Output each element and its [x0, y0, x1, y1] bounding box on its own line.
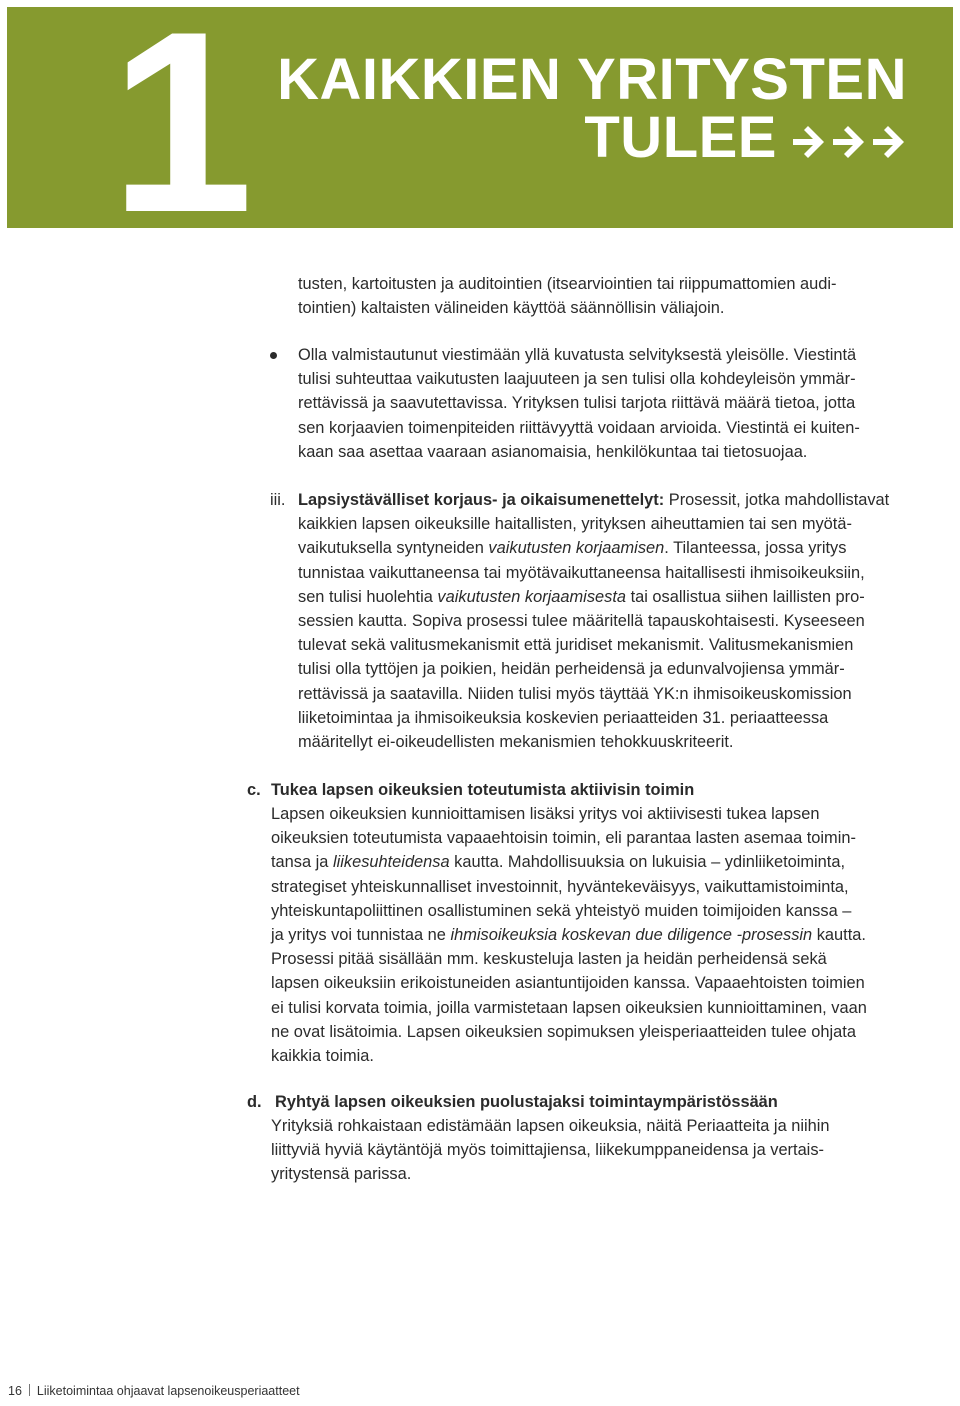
text-line: Prosessi pitää sisällään mm. keskusteluja lasten ja heidän perheidensä sekä — [271, 950, 827, 969]
section-c-heading: Tukea lapsen oikeuksien toteutumista aktiivisin toimin — [271, 781, 695, 799]
text-line: tunnistaa vaikuttaneensa tai myötävaikuttaneensa haitallisesti ihmisoikeuksiin, — [298, 563, 865, 582]
text-line: tulevat sekä valitusmekanismit että juridiset mekanismit. Valitusmekanismien — [298, 636, 854, 655]
list-marker-iii: iii. — [270, 491, 286, 509]
section-c-paragraph — [271, 802, 867, 1068]
triple-arrow-icon — [791, 125, 907, 159]
text-line: ei tulisi korvata toimia, joilla varmistetaan lapsen oikeuksien kunnioittaminen, vaan — [271, 998, 867, 1017]
item-iii-paragraph — [298, 488, 889, 754]
text-span: Prosessit, jotka mahdollistavat — [664, 491, 890, 509]
italic-span: vaikutusten korjaamisesta — [437, 587, 627, 606]
chapter-title-line-2 — [277, 105, 907, 170]
item-iii-bold-lead: Lapsiystävälliset korjaus- ja oikaisumenettelyt: — [298, 491, 665, 509]
text-line: rettävissä ja saavutettavissa. Yrityksen tulisi tarjota riittävä määrä tietoa, jotta — [298, 394, 856, 413]
text-line: liittyviä hyviä käytäntöjä myös toimittajiensa, liikekumppaneidensa ja vertais- — [271, 1141, 824, 1160]
text-line: tulisi suhteuttaa vaikutusten laajuuteen ja sen tulisi olla kohdeyleisön ymmär- — [298, 370, 856, 389]
continued-paragraph — [298, 272, 836, 320]
italic-span: vaikutusten korjaamisen — [488, 539, 665, 558]
chapter-title — [277, 47, 907, 170]
section-d-paragraph — [271, 1114, 830, 1187]
text-line — [298, 488, 889, 512]
text-line — [271, 850, 867, 874]
bullet-paragraph — [298, 343, 860, 464]
text-line: yritystensä parissa. — [271, 1165, 412, 1184]
text-span: . Tilanteessa, jossa yritys — [664, 539, 847, 558]
text-line: Lapsen oikeuksien kunnioittamisen lisäksi yritys voi aktiivisesti tukea lapsen — [271, 805, 820, 823]
text-span: vaikutuksella syntyneiden — [298, 539, 489, 558]
bullet-dot-icon — [270, 352, 277, 359]
text-line: yhteiskuntapoliittinen osallistuminen sekä yhteistyö muiden toimijoiden kanssa – — [271, 901, 852, 920]
text-line: Yrityksiä rohkaistaan edistämään lapsen oikeuksia, näitä Periaatteita ja niihin — [271, 1117, 830, 1135]
italic-span: ihmisoikeuksia koskevan due diligence -prosessin — [450, 926, 813, 945]
text-line: kaikkia toimia. — [271, 1047, 374, 1066]
text-line: tointien) kaltaisten välineiden käyttöä säännöllisin väliajoin. — [298, 299, 725, 318]
italic-span: liikesuhteidensa — [332, 853, 450, 872]
text-line: sessien kautta. Sopiva prosessi tulee määritellä tapauskohtaisesti. Kyseeseen — [298, 612, 865, 631]
text-line — [271, 923, 867, 947]
page-number: 16 — [8, 1384, 22, 1398]
section-d-heading: Ryhtyä lapsen oikeuksien puolustajaksi toimintaympäristössään — [275, 1093, 778, 1111]
text-line: strategiset yhteiskunnalliset investoinnit, hyväntekeväisyys, vaikuttamistoiminta, — [271, 877, 849, 896]
text-line: oikeuksien toteutumista vapaaehtoisin toimin, eli parantaa lasten asemaa toimin- — [271, 829, 856, 848]
text-span: tansa ja — [271, 853, 333, 872]
text-span: tai osallistua siihen laillisten pro- — [626, 587, 865, 606]
text-line: sen korjaavien toimenpiteiden riittävyyttä voidaan arvioida. Viestintä ei kuiten- — [298, 418, 860, 437]
text-span: ja yritys voi tunnistaa ne — [271, 926, 451, 945]
chapter-banner — [7, 0, 953, 266]
text-line: kaikkien lapsen oikeuksille haitallisten, yrityksen aiheuttamien tai sen myötä- — [298, 515, 852, 534]
text-line — [298, 585, 889, 609]
text-span: kautta. — [812, 926, 866, 945]
footer-divider — [29, 1384, 30, 1396]
section-d-marker: d. — [247, 1093, 262, 1111]
text-line: liiketoimintaa ja ihmisoikeuksia koskevien periaatteiden 31. periaatteessa — [298, 708, 829, 727]
text-line — [298, 536, 889, 560]
section-c-marker: c. — [247, 781, 261, 799]
publication-title: Liiketoimintaa ohjaavat lapsenoikeusperiaatteet — [36, 1384, 300, 1398]
chapter-title-word: TULEE — [584, 105, 777, 170]
text-span: kautta. Mahdollisuuksia on lukuisia – ydinliiketoiminta, — [449, 853, 846, 872]
text-line: rettävissä ja saatavilla. Niiden tulisi myös täyttää YK:n ihmisoikeuskomission — [298, 684, 852, 703]
text-line: lapsen oikeuksiin erikoistuneiden asiantuntijoiden kanssa. Vapaaehtoisten toimien — [271, 974, 865, 993]
text-line: kaan saa asettaa vaaraan asianomaisia, henkilökuntaa tai tietosuojaa. — [298, 442, 808, 461]
text-line: määritellyt ei-oikeudellisten mekanismien tehokkuuskriteerit. — [298, 733, 734, 752]
text-line: ne ovat lisätoimia. Lapsen oikeuksien sopimuksen yleisperiaatteiden tulee ohjata — [271, 1022, 856, 1041]
page-footer — [8, 1383, 300, 1399]
text-line: tulisi olla tyttöjen ja poikien, heidän perheidensä ja edunvalvojiensa ymmär- — [298, 660, 845, 679]
chapter-title-line-1: KAIKKIEN YRITYSTEN — [277, 47, 907, 112]
chapter-number: 1 — [110, 0, 248, 266]
text-line: tusten, kartoitusten ja auditointien (itsearviointien tai riippumattomien audi- — [298, 275, 837, 293]
text-span: sen tulisi huolehtia — [298, 587, 438, 606]
text-line: Olla valmistautunut viestimään yllä kuvatusta selvityksestä yleisölle. Viestintä — [298, 346, 857, 364]
